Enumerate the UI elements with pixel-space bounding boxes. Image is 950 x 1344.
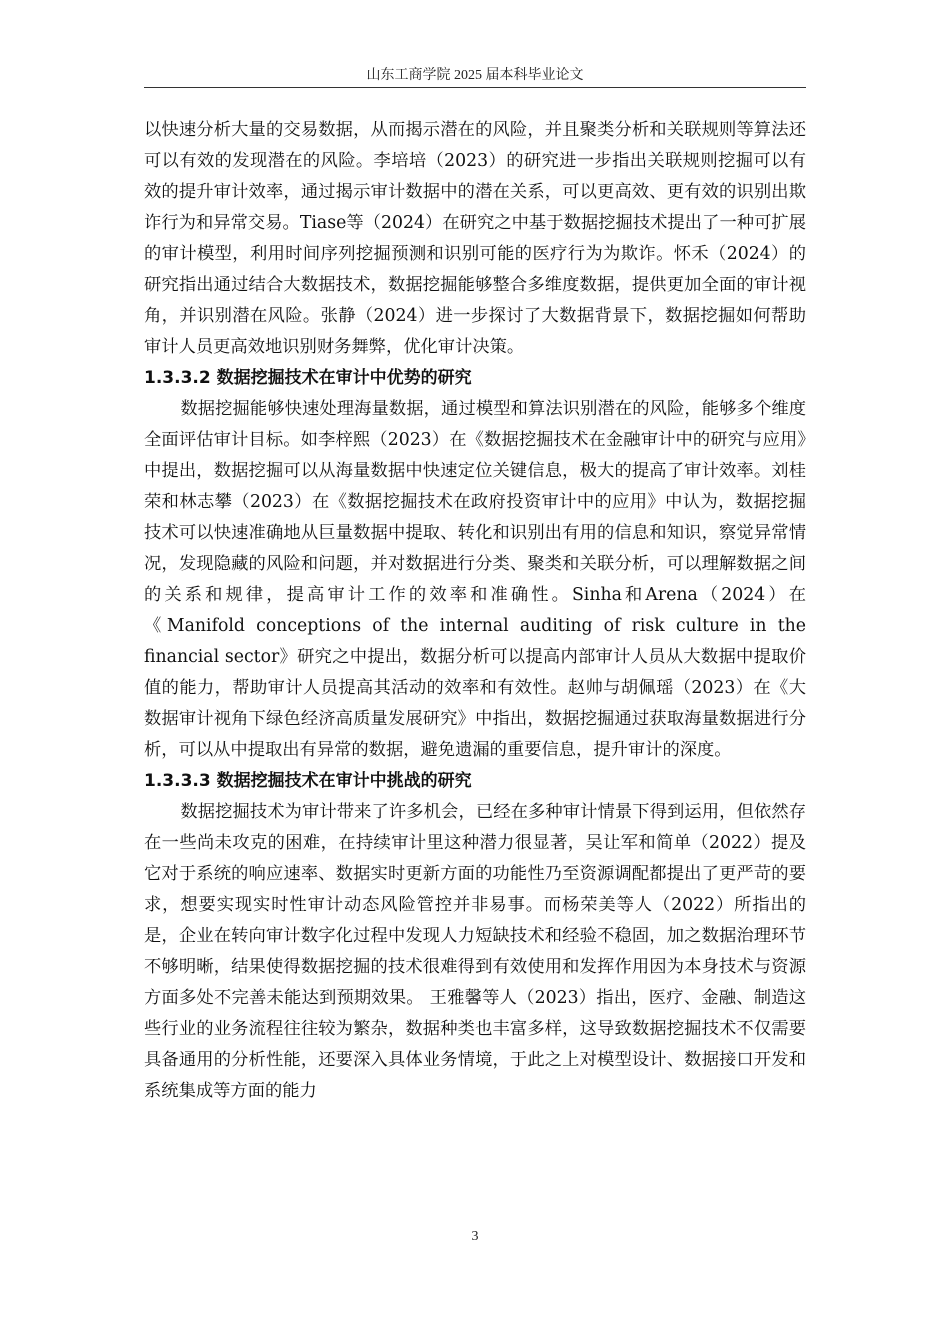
body-paragraph-3: 数据挖掘技术为审计带来了许多机会，已经在多种审计情景下得到运用，但依然存在一些尚未攻克的困难，在持续审计里这种潜力很显著，吴让军和简单（2022）提及它对于系统的响应速率、数据实时更新方面的功能性乃至资源调配都提出了更严苛的要求，想要实现实时性审计动态风险管控并非易事。而杨荣美等人（2022）所指出的是，企业在转向审计数字化过程中发现人力短缺技术和经验不稳固，加之数据治理环节不够明晰，结果使得数据挖掘的技术很难得到有效使用和发挥作用因为本身技术与资源方面多处不完善未能达到预期效果。 王雅馨等人（2023）指出，医疗、金融、制造这些行业的业务流程往往较为繁杂，数据种类也丰富多样，这导致数据挖掘技术不仅需要具备通用的分析性能，还要深入具体业务情境，于此之上对模型设计、数据接口开发和系统集成等方面的能力 <box>144 802 806 1101</box>
page-number: 3 <box>471 1229 479 1244</box>
body-paragraph-1: 以快速分析大量的交易数据，从而揭示潜在的风险，并且聚类分析和关联规则等算法还可以有效的发现潜在的风险。李培培（2023）的研究进一步指出关联规则挖掘可以有效的提升审计效率，通过揭示审计数据中的潜在关系，可以更高效、更有效的识别出欺诈行为和异常交易。Tiase等（2024）在研究之中基于数据挖掘技术提出了一种可扩展的审计模型，利用时间序列挖掘预测和识别可能的医疗行为为欺诈。怀禾（2024）的研究指出通过结合大数据技术，数据挖掘能够整合多维度数据，提供更加全面的审计视角，并识别潜在风险。张静（2024）进一步探讨了大数据背景下，数据挖掘如何帮助审计人员更高效地识别财务舞弊，优化审计决策。 <box>144 120 806 357</box>
header-divider <box>144 87 806 88</box>
section-heading-1-3-3-3: 1.3.3.3 数据挖掘技术在审计中挑战的研究 <box>144 771 472 791</box>
section-heading-1-3-3-2: 1.3.3.2 数据挖掘技术在审计中优势的研究 <box>144 368 472 388</box>
page-header: 山东工商学院 2025 届本科毕业论文 <box>366 68 584 83</box>
body-paragraph-2: 数据挖掘能够快速处理海量数据，通过模型和算法识别潜在的风险，能够多个维度全面评估审计目标。如李梓熙（2023）在《数据挖掘技术在金融审计中的研究与应用》中提出，数据挖掘可以从海量数据中快速定位关键信息，极大的提高了审计效率。刘桂荣和林志攀（2023）在《数据挖掘技术在政府投资审计中的应用》中认为，数据挖掘技术可以快速准确地从巨量数据中提取、转化和识别出有用的信息和知识，察觉异常情况，发现隐藏的风险和问题，并对数据进行分类、聚类和关联分析，可以理解数据之间的关系和规律，提高审计工作的效率和准确性。Sinha和Arena（2024）在《Manifold conceptions of the internal auditing of risk culture in the financial sector》研究之中提出，数据分析可以提高内部审计人员从大数据中提取价值的能力，帮助审计人员提高其活动的效率和有效性。赵帅与胡佩瑶（2023）在《大数据审计视角下绿色经济高质量发展研究》中指出，数据挖掘通过获取海量数据进行分析，可以从中提取出有异常的数据，避免遗漏的重要信息，提升审计的深度。 <box>144 399 806 760</box>
page-body <box>144 115 806 1107</box>
